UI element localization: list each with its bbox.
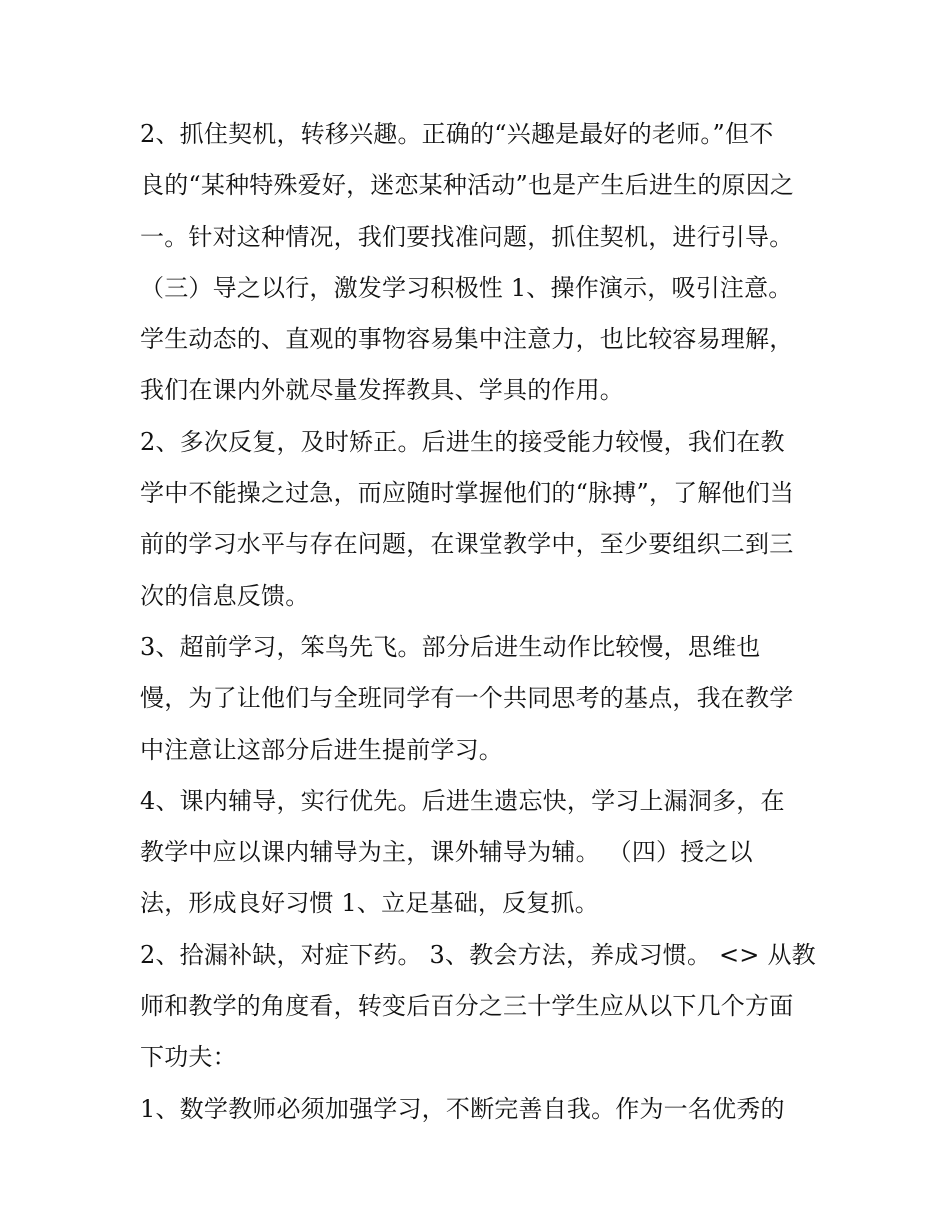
text-line: （三）导之以行，激发学习积极性 1、操作演示，吸引注意。 [140, 273, 793, 302]
text-line: 法，形成良好习惯 1、立足基础，反复抓。 [140, 889, 599, 918]
text-line: 2、抓住契机，转移兴趣。正确的“兴趣是最好的老师。”但不 [140, 120, 774, 148]
text-line: 一。针对这种情况，我们要找准问题，抓住契机，进行引导。 [140, 222, 794, 251]
text-line: 2、多次反复，及时矫正。后进生的接受能力较慢，我们在教 [140, 427, 785, 456]
text-line: 次的信息反馈。 [140, 581, 310, 610]
document-body [140, 109, 830, 1135]
text-line: 师和教学的角度看，转变后百分之三十学生应从以下几个方面 [140, 992, 794, 1021]
text-line: 教学中应以课内辅导为主，课外辅导为辅。 （四）授之以 [140, 838, 753, 867]
text-line: 学中不能操之过急，而应随时掌握他们的“脉搏”，了解他们当 [140, 479, 795, 508]
text-line: 慢，为了让他们与全班同学有一个共同思考的基点，我在教学 [140, 684, 794, 713]
text-line: 良的“某种特殊爱好，迷恋某种活动”也是产生后进生的原因之 [140, 171, 795, 200]
text-line: 前的学习水平与存在问题，在课堂教学中，至少要组织二到三 [140, 530, 794, 559]
text-line: 下功夫： [140, 1043, 237, 1072]
text-line: 1、数学教师必须加强学习，不断完善自我。作为一名优秀的 [140, 1094, 785, 1123]
text-line: 学生动态的、直观的事物容易集中注意力，也比较容易理解， [140, 325, 794, 354]
text-line: 中注意让这部分后进生提前学习。 [140, 735, 503, 764]
text-line: 我们在课内外就尽量发挥教具、学具的作用。 [140, 376, 624, 405]
text-line: 3、超前学习，笨鸟先飞。部分后进生动作比较慢，思维也 [140, 632, 761, 661]
text-line: 4、课内辅导，实行优先。后进生遗忘快，学习上漏洞多，在 [140, 786, 785, 815]
text-line: 2、拾漏补缺，对症下药。 3、教会方法，养成习惯。 <> 从教 [140, 940, 816, 969]
